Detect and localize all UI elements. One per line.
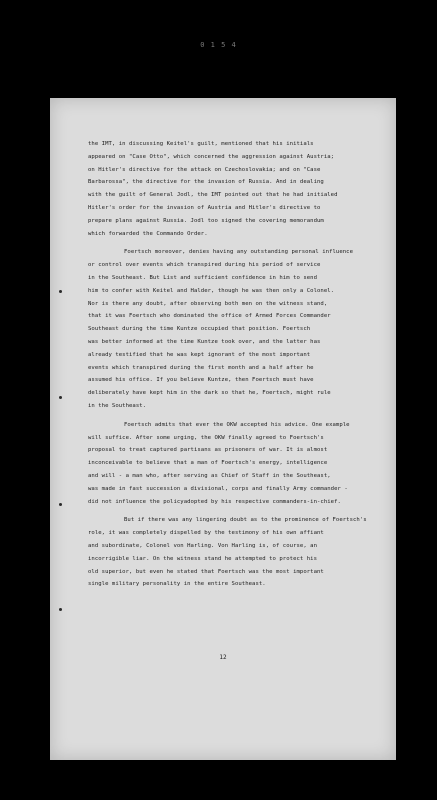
text-line: old superior, but even he stated that Foertsch was the most important (88, 568, 324, 575)
paragraph (88, 138, 388, 240)
punch-hole (59, 290, 62, 293)
text-line: will suffice. After some urging, the OKW finally agreed to Foertsch's (88, 434, 324, 441)
document-body (88, 138, 388, 597)
punch-hole (59, 608, 62, 611)
text-line: incorrigible liar. On the witness stand he attempted to protect his (88, 555, 317, 562)
text-line: But if there was any lingering doubt as to the prominence of Foertsch's (124, 517, 367, 524)
punch-hole (59, 503, 62, 506)
paragraph (88, 514, 388, 591)
text-line: prepare plans against Russia. Jodl too signed the covering memorandum (88, 217, 324, 224)
text-line: Foertsch moreover, denies having any outstanding personal influence (124, 249, 353, 256)
text-line: role, it was completely dispelled by the testimony of his own affiant (88, 530, 324, 537)
paragraph (88, 246, 388, 412)
document-page (50, 98, 396, 760)
text-line: assumed his office. If you believe Kuntze, then Foertsch must have (88, 377, 314, 384)
text-line: was made in fast succession a divisional, corps and finally Army commander - (88, 485, 348, 492)
text-line: him to confer with Keitel and Halder, though he was then only a Colonel. (88, 287, 335, 294)
punch-hole (59, 396, 62, 399)
text-line: Barbarossa", the directive for the invasion of Russia. And in dealing (88, 179, 324, 186)
text-line: events which transpired during the first month and a half after he (88, 364, 314, 371)
text-line: appeared on "Case Otto", which concerned the aggression against Austria; (88, 153, 335, 160)
film-frame-number: 0 1 5 4 (200, 41, 237, 49)
text-line: in the Southeast. But List and sufficient confidence in him to send (88, 274, 317, 281)
text-line: and subordinate, Colonel von Harling. Von Harling is, of course, an (88, 542, 317, 549)
text-line: was better informed at the time Kuntze took over, and the latter has (88, 338, 321, 345)
text-line: or control over events which transpired during his period of service (88, 262, 321, 269)
text-line: already testified that he was kept ignorant of the most important (88, 351, 311, 358)
text-line: inconceivable to believe that a man of Foertsch's energy, intelligence (88, 460, 328, 467)
text-line: which forwarded the Commando Order. (88, 230, 208, 237)
text-line: in the Southeast. (88, 402, 147, 409)
text-line: and will - a man who, after serving as Chief of Staff in the Southeast, (88, 472, 331, 479)
text-line: did not influence the policyadopted by his respective commanders-in-chief. (88, 498, 341, 505)
text-line: Nor is there any doubt, after observing both men on the witness stand, (88, 300, 328, 307)
text-line: on Hitler's directive for the attack on Czechoslovakia; and on "Case (88, 166, 321, 173)
text-line: Southeast during the time Kuntze occupied that position. Foertsch (88, 326, 311, 333)
text-line: the IMT, in discussing Keitel's guilt, mentioned that his initials (88, 141, 314, 147)
text-line: proposal to treat captured partisans as prisoners of war. It is almost (88, 447, 328, 454)
text-line: Foertsch admits that ever the OKW accepted his advice. One example (124, 421, 350, 428)
text-line: that it was Foertsch who dominated the office of Armed Forces Commander (88, 313, 331, 320)
text-line: Hitler's order for the invasion of Austria and Hitler's directive to (88, 204, 321, 211)
text-line: with the guilt of General Jodl, the IMT pointed out that he had initialed (88, 192, 338, 199)
text-line: single military personality in the entire Southeast. (88, 581, 266, 588)
page-number: 12 (219, 654, 227, 661)
text-line: deliberately have kept him in the dark so that he, Foertsch, might rule (88, 390, 331, 397)
paragraph (88, 419, 388, 509)
